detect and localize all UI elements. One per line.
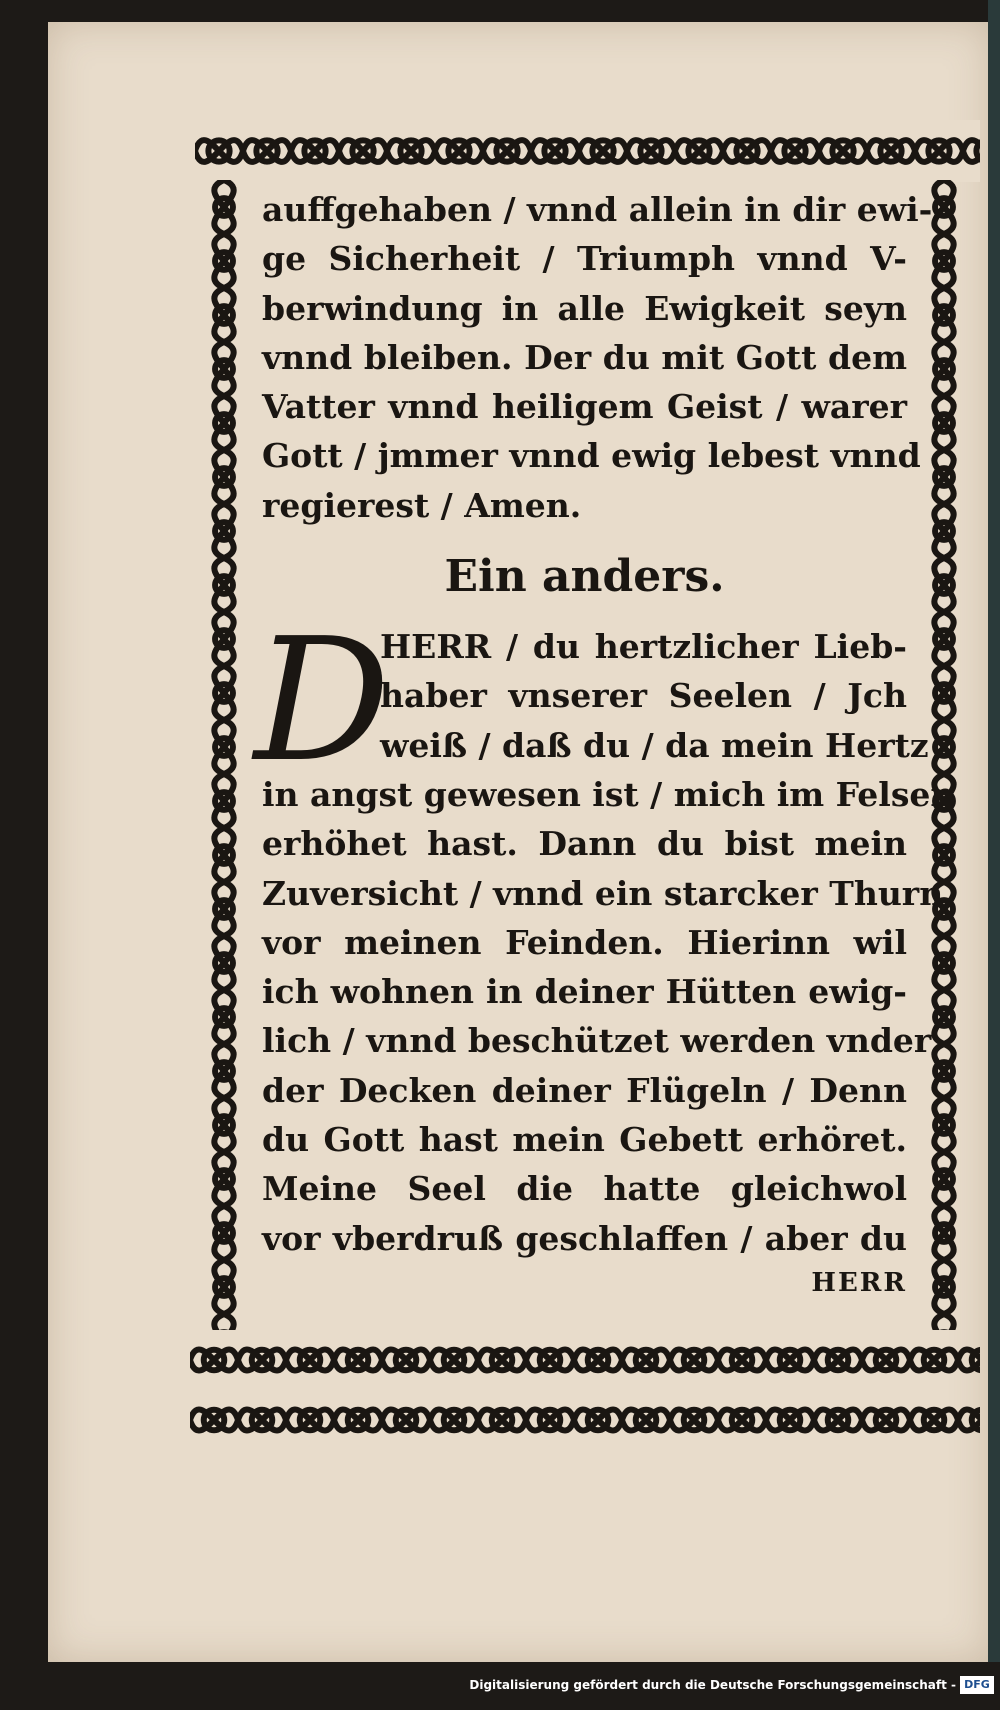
text-line: auffgehaben / vnnd allein in dir ewi-	[262, 190, 933, 229]
text-line: vnnd bleiben. Der du mit Gott dem	[262, 337, 907, 377]
text-line: du Gott hast mein Gebett erhöret.	[262, 1120, 907, 1160]
ornamental-border-left	[193, 180, 255, 1330]
text-line: berwindung in alle Ewigkeit seyn	[262, 288, 907, 328]
text-line: ge Sicherheit / Triumph vnnd V-	[262, 239, 907, 279]
text-line: ich wohnen in deiner Hütten ewig-	[262, 972, 907, 1012]
text-line: Gott / jmmer vnnd ewig lebest vnnd	[262, 436, 921, 476]
text-line: Vatter vnnd heiligem Geist / warer	[262, 387, 907, 427]
text-line: Zuversicht / vnnd ein starcker Thurn	[262, 873, 944, 913]
text-line: HERR / du hertzlicher Lieb-	[380, 627, 907, 667]
page-text	[254, 185, 955, 1303]
ornamental-border-top	[195, 120, 980, 182]
text-line: in angst gewesen ist / mich im Felsen	[262, 774, 955, 814]
text-line: lich / vnnd beschützet werden vnder	[262, 1021, 932, 1061]
section-heading: Ein anders.	[444, 551, 725, 603]
text-line: der Decken deiner Flügeln / Denn	[262, 1070, 907, 1110]
catchword: HERR	[811, 1267, 907, 1298]
text-line: haber vnserer Seelen / Jch	[380, 676, 907, 716]
dropcap-letter: D	[254, 602, 391, 801]
text-line: erhöhet hast. Dann du bist mein	[262, 824, 907, 864]
text-line: weiß / daß du / da mein Hertz	[380, 725, 929, 765]
text-line: vor meinen Feinden. Hierinn wil	[262, 922, 907, 962]
funding-credit: Digitalisierung gefördert durch die Deutsche Forschungsgemeinschaft -	[469, 1678, 956, 1692]
text-line: vor vberdruß geschlaffen / aber du	[262, 1218, 907, 1258]
dfg-logo: DFG	[960, 1676, 994, 1694]
page-edge	[988, 0, 1000, 1662]
text-line: regierest / Amen.	[262, 485, 582, 525]
ornamental-border-bottom	[190, 1330, 980, 1450]
digitization-footer	[0, 1666, 1000, 1710]
text-line: Meine Seel die hatte gleichwol	[262, 1169, 907, 1209]
